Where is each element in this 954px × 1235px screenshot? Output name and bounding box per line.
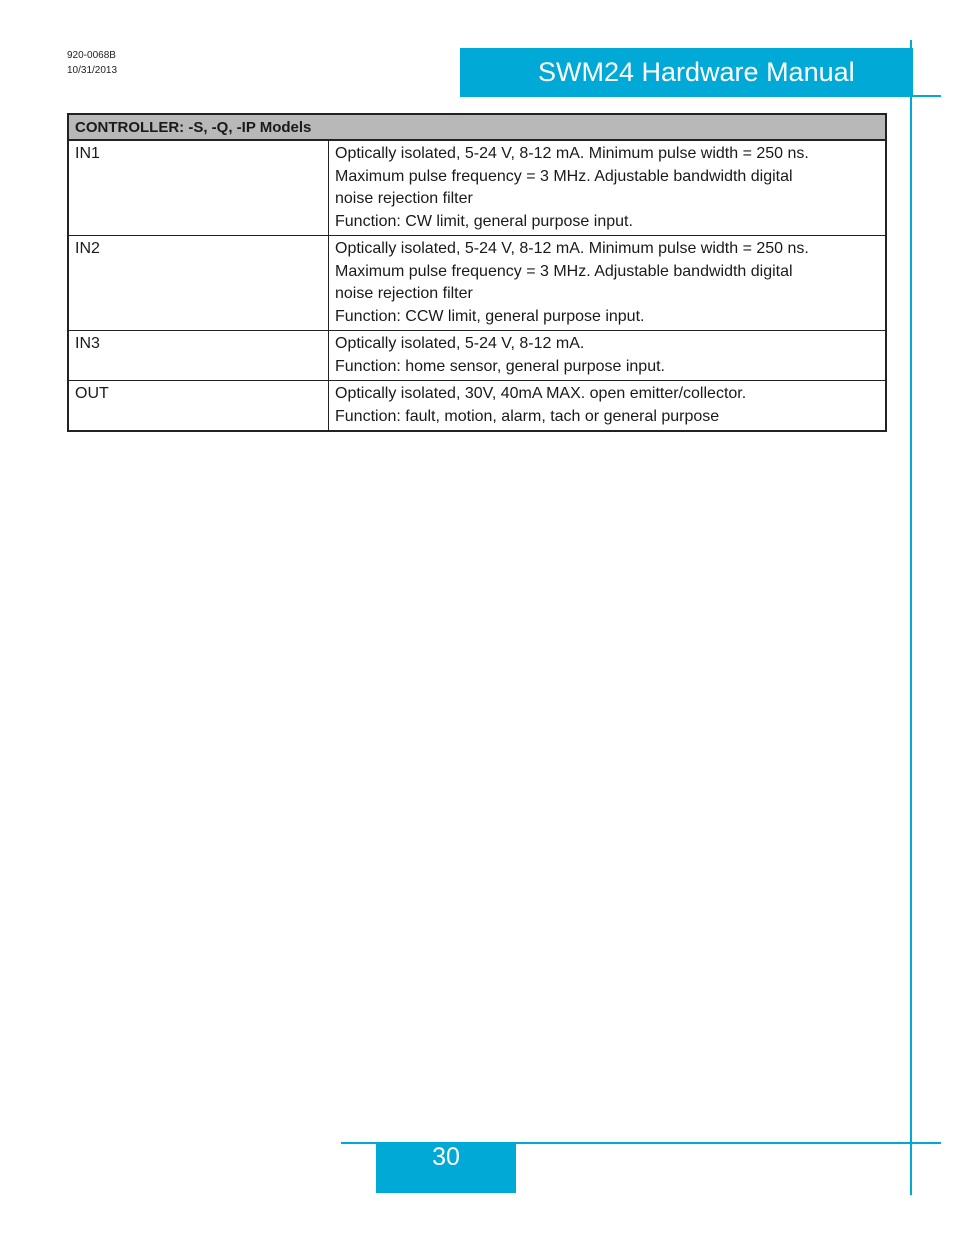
description-line: Optically isolated, 5-24 V, 8-12 mA. Minimum pulse width = 250 ns. [335, 240, 809, 257]
document-date: 10/31/2013 [67, 65, 118, 76]
signal-name: IN3 [68, 331, 329, 381]
page-number: 30 [376, 1143, 516, 1193]
description-line: Maximum pulse frequency = 3 MHz. Adjustable bandwidth digital [335, 167, 793, 185]
description-line: Optically isolated, 5-24 V, 8-12 mA. [335, 335, 585, 352]
table-heading: CONTROLLER: -S, -Q, -IP Models [68, 114, 886, 140]
description-line: noise rejection filter [335, 190, 473, 207]
description-line: Maximum pulse frequency = 3 MHz. Adjustable bandwidth digital [335, 262, 793, 280]
signal-description [329, 331, 887, 381]
controller-io-table [67, 113, 887, 432]
description-line: Function: CW limit, general purpose input. [335, 212, 633, 230]
signal-description [329, 140, 887, 236]
table-row [68, 381, 886, 432]
description-line: noise rejection filter [335, 285, 473, 302]
description-line: Optically isolated, 5-24 V, 8-12 mA. Minimum pulse width = 250 ns. [335, 145, 809, 162]
signal-description [329, 381, 887, 432]
table-row [68, 140, 886, 236]
description-line: Function: fault, motion, alarm, tach or general purpose [335, 407, 720, 425]
document-number: 920-0068B [67, 50, 116, 61]
description-line: Optically isolated, 30V, 40mA MAX. open emitter/collector. [335, 385, 747, 402]
table-row [68, 236, 886, 331]
signal-name: OUT [68, 381, 329, 432]
document-meta [67, 48, 117, 78]
right-accent-line [910, 40, 912, 1195]
manual-title: SWM24 Hardware Manual [460, 48, 913, 96]
description-line: Function: home sensor, general purpose input. [335, 357, 665, 375]
signal-name: IN1 [68, 140, 329, 236]
signal-description [329, 236, 887, 331]
table-header-row [68, 114, 886, 140]
table-row [68, 331, 886, 381]
description-line: Function: CCW limit, general purpose input. [335, 307, 645, 325]
signal-name: IN2 [68, 236, 329, 331]
